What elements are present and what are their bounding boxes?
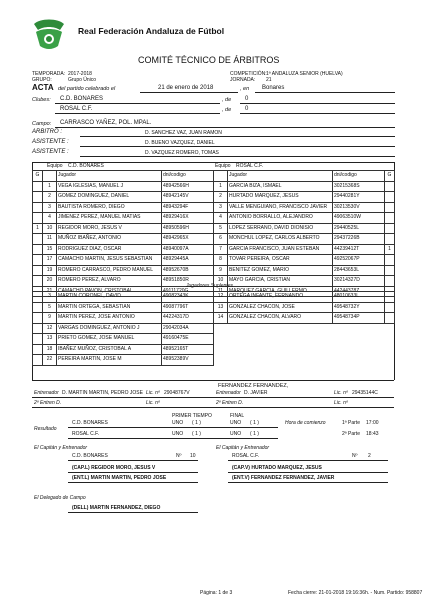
table-row — [214, 292, 395, 303]
shirt-number-cell: 3 — [43, 202, 57, 213]
player-dni-cell: 44239412T — [333, 244, 385, 255]
result-away-team: ROSAL C.F. — [72, 431, 100, 437]
home-ft-word: UNO — [230, 420, 242, 426]
shirt-number-cell: 4 — [214, 213, 228, 224]
home-lic-label: Lic. nº — [146, 390, 160, 396]
player-dni-cell: 30214327D — [333, 276, 385, 287]
player-name-cell: VARGAS DOMINGUEZ, ANTONIO J — [57, 323, 162, 334]
player-dni-cell: 48952165T — [162, 344, 214, 355]
shirt-number-cell: 21 — [43, 286, 57, 297]
table-row — [33, 302, 214, 313]
grupo-label: GRUPO: — [32, 77, 52, 83]
p2-time: 18:43 — [366, 431, 379, 437]
temporada-value: 2017-2018 — [68, 71, 92, 77]
p2-label: 2ª Parte — [342, 431, 360, 437]
player-name-cell: BAUTISTA ROMERO, DIEGO — [57, 202, 162, 213]
player-dni-cell: 49160475E — [162, 334, 214, 345]
goals-cell — [33, 292, 43, 303]
table-row — [214, 265, 395, 276]
shirt-number-cell: 15 — [43, 244, 57, 255]
away-ht-word: UNO — [172, 431, 184, 437]
shirt-number-cell: 10 — [43, 223, 57, 234]
player-name-cell: VALLE MENGUIANO, FRANCISCO JAVIER — [228, 202, 333, 213]
p1-label: 1ª Parte — [342, 420, 360, 426]
shirt-number-cell: 20 — [43, 276, 57, 287]
player-dni-cell: 49087796T — [162, 302, 214, 313]
home-ft-score: 1 — [253, 420, 256, 426]
away-coach-line1: FERNANDEZ FERNANDEZ, — [218, 383, 289, 389]
player-dni-cell: 48010633L — [333, 292, 385, 303]
shirt-number-cell: 4 — [43, 213, 57, 224]
goals-cell — [385, 223, 395, 234]
shirt-number-cell: 3 — [214, 202, 228, 213]
org-name: Real Federación Andaluza de Fútbol — [78, 26, 225, 36]
table-row — [33, 265, 214, 276]
player-dni-cell: 28443653L — [333, 265, 385, 276]
acta-partido-text: del partido celebrado el — [58, 86, 116, 92]
jornada-label: JORNADA: — [230, 77, 256, 83]
table-row — [214, 276, 395, 287]
player-name-cell: ANTONIO BORRALLO, ALEJANDRO — [228, 213, 333, 224]
temporada-label: TEMPORADA: — [32, 71, 66, 77]
g-header: G — [33, 171, 43, 182]
shirt-number-cell: 18 — [43, 344, 57, 355]
player-name-cell: HURTADO MARQUEZ, JESUS — [228, 192, 333, 203]
away-2entren-label: 2º Entren D. — [216, 400, 244, 406]
goals-cell: 1 — [33, 223, 43, 234]
home-entrenador-label: Entrenador — [34, 390, 59, 396]
goals-cell — [33, 192, 43, 203]
goals-cell — [385, 255, 395, 266]
player-dni-cell: 48952389V — [162, 355, 214, 366]
shirt-number-cell: 9 — [214, 265, 228, 276]
away-coach-signature: (ENT.V) FERNANDEZ FERNANDEZ, JAVIER — [232, 475, 335, 481]
player-dni-cell: 30215368S — [333, 181, 385, 192]
player-name-cell: CAMACHO PAVON, CRISTOBAL — [57, 286, 162, 297]
goals-cell — [385, 181, 395, 192]
shirt-number-cell: 13 — [214, 302, 228, 313]
goals-cell — [33, 265, 43, 276]
table-row — [214, 223, 395, 234]
player-name-cell: GOMEZ DOMINGUEZ, DANIEL — [57, 192, 162, 203]
jugador-header: Jugador — [228, 171, 333, 182]
asistente1-value: D. BUENO VAZQUEZ, DANIEL — [145, 140, 215, 146]
goals-cell — [33, 234, 43, 245]
home-captain-label: El Capitán y Entrenador — [34, 445, 88, 451]
shirt-number-cell: 17 — [43, 255, 57, 266]
captain-home-number: 10 — [190, 453, 196, 459]
goals-cell — [33, 213, 43, 224]
player-dni-cell: 48951850R — [162, 276, 214, 287]
player-dni-cell: 44244378Z — [333, 286, 385, 297]
table-row — [33, 223, 214, 234]
captain-away-team: ROSAL C.F. — [232, 453, 260, 459]
competicion-label: COMPETICIÓN: — [230, 71, 267, 77]
player-name-cell: ROMERO CARRASCO, PEDRO MANUEL — [57, 265, 162, 276]
asistente1-label: ASISTENTE : — [32, 139, 69, 145]
table-row — [33, 344, 214, 355]
player-dni-cell: 48950596H — [162, 223, 214, 234]
player-dni-cell: 48943294F — [162, 202, 214, 213]
goals-cell — [33, 334, 43, 345]
table-row — [33, 244, 214, 255]
away-subs-table — [213, 291, 395, 324]
home-equipo-label: Equipo — [47, 163, 63, 169]
grupo-value: Grupo Único — [68, 77, 97, 83]
player-dni-cell: 48940097A — [162, 244, 214, 255]
table-row — [33, 323, 214, 334]
club2-name: ROSAL C.F. — [60, 106, 93, 112]
player-dni-cell: 48942145V — [162, 192, 214, 203]
goals-cell — [33, 276, 43, 287]
table-header-row — [214, 171, 395, 182]
club2-de: , de — [222, 107, 232, 113]
captain-away-n-label: Nº — [352, 453, 358, 459]
table-row — [33, 202, 214, 213]
table-row — [33, 192, 214, 203]
player-dni-cell: 29042034A — [162, 323, 214, 334]
player-name-cell: MARQUEZ GARCIA, GUILLERMO — [228, 286, 333, 297]
acta-label: ACTA — [32, 83, 54, 92]
player-name-cell: IBAÑEZ MUÑOZ, CRISTOBAL A — [57, 344, 162, 355]
shirt-number-cell: 1 — [214, 181, 228, 192]
player-name-cell: GARCIA BIZA, ISMAEL — [228, 181, 333, 192]
player-name-cell: MAYO GARCIA, CRISTIAN — [228, 276, 333, 287]
player-name-cell: LOPEZ SERRANO, DAVID DIONISIO — [228, 223, 333, 234]
home-coach-signature: (ENT.L) MARTIN MARTIN, PEDRO JOSE — [72, 475, 167, 481]
player-dni-cell: 29440525L — [333, 223, 385, 234]
away-equipo-label: Equipo — [215, 163, 231, 169]
player-name-cell: PRIETO GOMEZ, JOSE MANUEL — [57, 334, 162, 345]
dni-header: dni/codigo — [333, 171, 385, 182]
player-dni-cell: 29437226B — [333, 234, 385, 245]
goals-cell — [385, 265, 395, 276]
goals-cell — [385, 213, 395, 224]
primer-tiempo-label: PRIMER TIEMPO — [172, 413, 212, 419]
home-captain-name: (CAP.L) REGIDOR MORO, JESUS V — [72, 465, 156, 471]
table-row — [214, 234, 395, 245]
captain-home-n-label: Nº — [176, 453, 182, 459]
player-dni-cell: 49548732Y — [333, 302, 385, 313]
away-lic-label: Lic. nº — [334, 390, 348, 396]
player-name-cell: PEREIRA MARTIN, JOSE M — [57, 355, 162, 366]
shirt-number-cell: 22 — [43, 355, 57, 366]
player-name-cell: CAMACHO MARTIN, JESUS SEBASTIAN — [57, 255, 162, 266]
asistente2-label: ASISTENTE : — [32, 149, 69, 155]
table-row — [33, 181, 214, 192]
shirt-number-cell: 2 — [43, 192, 57, 203]
player-name-cell: GARCIA FRANCISCO, JUAN ESTEBAN — [228, 244, 333, 255]
hora-label: Hora de comienzo — [285, 420, 326, 426]
away-ft-score: 1 — [253, 431, 256, 437]
player-name-cell: MARTIN CORONEL, DAVID — [57, 292, 162, 303]
player-dni-cell: 44224317D — [162, 313, 214, 324]
home-starters-table — [32, 170, 214, 297]
player-dni-cell: 49252067P — [333, 255, 385, 266]
table-row — [214, 313, 395, 324]
table-row — [33, 213, 214, 224]
home-2entren-label: 2º Entren D. — [34, 400, 62, 406]
home-subs-table — [32, 291, 214, 366]
away-captain-name: (CAP.V) HURTADO MARQUEZ, JESUS — [232, 465, 322, 471]
campo-value: CARRASCO YAÑEZ, POL. MPAL. — [60, 120, 152, 126]
player-dni-cell: 30213530V — [333, 202, 385, 213]
player-name-cell: VEGA IGLESIAS, MANUEL J — [57, 181, 162, 192]
captain-home-team: C.D. BONARES — [72, 453, 108, 459]
shirt-number-cell: 19 — [43, 265, 57, 276]
dni-header: dni/codigo — [162, 171, 214, 182]
table-row — [33, 355, 214, 366]
table-row — [214, 255, 395, 266]
player-name-cell: RODRIGUEZ DIAZ, OSCAR — [57, 244, 162, 255]
club1-score: 0 — [245, 96, 249, 102]
goals-cell — [385, 276, 395, 287]
shirt-number-cell: 5 — [43, 302, 57, 313]
goals-cell — [33, 202, 43, 213]
goals-cell — [385, 313, 395, 324]
jugador-header: Jugador — [57, 171, 162, 182]
shirt-number-cell: 7 — [214, 244, 228, 255]
player-dni-cell: 48929445A — [162, 255, 214, 266]
g-header: G — [385, 171, 395, 182]
player-dni-cell: 48942566H — [162, 181, 214, 192]
away-starters-table — [213, 170, 395, 297]
goals-cell — [33, 355, 43, 366]
table-row — [214, 213, 395, 224]
goals-cell — [33, 255, 43, 266]
away-2lic-label: Lic. nº — [334, 400, 348, 406]
player-dni-cell: 29440281Y — [333, 192, 385, 203]
player-name-cell: ORTEGA INFANTE, FERNANDO — [228, 292, 333, 303]
player-name-cell: MONCHUL LOPEZ, CARLOS ALBERTO — [228, 234, 333, 245]
p1-time: 17:00 — [366, 420, 379, 426]
shirt-number-cell: 14 — [214, 313, 228, 324]
goals-cell — [33, 344, 43, 355]
campo-label: Campo: — [32, 121, 52, 127]
shirt-number-cell: 8 — [214, 255, 228, 266]
away-ft-word: UNO — [230, 431, 242, 437]
away-captain-label: El Capitán y Entrenador — [216, 445, 270, 451]
away-entrenador-label: Entrenador — [216, 390, 241, 396]
player-dni-cell: 48942965X — [162, 234, 214, 245]
player-name-cell: JIMENEZ PEREZ, MANUEL MATIAS — [57, 213, 162, 224]
shirt-number-cell: 11 — [43, 234, 57, 245]
shirt-number-cell: 1 — [43, 181, 57, 192]
shirt-number-cell: 13 — [43, 334, 57, 345]
away-coach-name: D. JAVIER — [244, 390, 268, 396]
result-home-team: C.D. BONARES — [72, 420, 108, 426]
closing-date: Fecha cierre: 21-01-2018 19:16:36h. - Num. Partido: 958807 — [288, 590, 423, 596]
goals-cell — [385, 192, 395, 203]
delegado-label: El Delegado de Campo — [34, 495, 86, 501]
table-row — [214, 181, 395, 192]
shirt-number-cell: 9 — [43, 313, 57, 324]
document-title: COMITÉ TÉCNICO DE ÁRBITROS — [138, 55, 280, 65]
home-ht-score: 1 — [195, 420, 198, 426]
acta-place: Bonares — [262, 85, 285, 91]
home-lic-value: 29048767V — [164, 390, 190, 396]
delegado-name: (DELL) MARTIN FERNANDEZ, DIEGO — [72, 505, 161, 511]
player-name-cell: MARTIN ORTEGA, SEBASTIAN — [57, 302, 162, 313]
table-row — [214, 192, 395, 203]
shirt-number-cell: 12 — [214, 292, 228, 303]
player-name-cell: MARTIN PEREZ, JOSE ANTONIO — [57, 313, 162, 324]
arbitro-value: D. SANCHEZ VAZ, JUAN RAMON — [145, 130, 222, 136]
player-name-cell: BENITEZ GOMEZ, MARIO — [228, 265, 333, 276]
acta-en: , en — [240, 86, 250, 92]
captain-away-number: 2 — [368, 453, 371, 459]
table-row — [214, 244, 395, 255]
goals-cell: 1 — [385, 244, 395, 255]
goals-cell — [33, 244, 43, 255]
final-label: FINAL — [230, 413, 245, 419]
shirt-number-cell: 10 — [214, 276, 228, 287]
jornada-value: 21 — [266, 77, 272, 83]
player-name-cell: TOVAR PEREIRA, OSCAR — [228, 255, 333, 266]
table-row — [214, 202, 395, 213]
home-ht-word: UNO — [172, 420, 184, 426]
player-dni-cell: 49111720G — [162, 286, 214, 297]
goals-cell — [385, 302, 395, 313]
goals-cell — [33, 181, 43, 192]
goals-cell — [33, 313, 43, 324]
goals-cell — [33, 302, 43, 313]
table-row — [33, 255, 214, 266]
arbitro-label: ARBITRO : — [32, 129, 63, 135]
player-name-cell: MUÑOZ IBAÑEZ, ANTONIO — [57, 234, 162, 245]
home-2lic-label: Lic. nº — [146, 400, 160, 406]
away-lic-value: 29435144C — [352, 390, 378, 396]
player-dni-cell: 48952670B — [162, 265, 214, 276]
table-row — [214, 302, 395, 313]
away-ht-score: 1 — [195, 431, 198, 437]
shirt-number-cell: 11 — [214, 286, 228, 297]
table-row — [33, 292, 214, 303]
player-name-cell: GONZALEZ CHACON, ALVARO — [228, 313, 333, 324]
shirt-number-cell: 2 — [214, 192, 228, 203]
acta-date: 21 de enero de 2018 — [158, 85, 214, 91]
clubes-label: Clubes: — [32, 97, 51, 103]
goals-cell — [385, 234, 395, 245]
table-header-row — [33, 171, 214, 182]
goals-cell — [385, 292, 395, 303]
player-name-cell: ROMERO PEREZ, ALVARO — [57, 276, 162, 287]
table-row — [33, 313, 214, 324]
club1-de: , de — [222, 97, 232, 103]
home-team-name: C.D. BONARES — [68, 163, 104, 169]
table-row — [33, 334, 214, 345]
club2-score: 0 — [245, 106, 249, 112]
player-dni-cell: 49548734P — [333, 313, 385, 324]
away-team-name: ROSAL C.F. — [236, 163, 264, 169]
shirt-number-cell: 6 — [214, 234, 228, 245]
competicion-value: 1ª ANDALUZA SENIOR (HUELVA) — [266, 71, 343, 77]
player-name-cell: GONZALEZ CHACON, JOSE — [228, 302, 333, 313]
player-dni-cell: 49082343K — [162, 292, 214, 303]
page-indicator: Página: 1 de 3 — [200, 590, 233, 596]
player-dni-cell: 48929416X — [162, 213, 214, 224]
shirt-number-cell: 3 — [43, 292, 57, 303]
asistente2-value: D. VAZQUEZ ROMERO, TOMAS — [145, 150, 219, 156]
table-row — [33, 234, 214, 245]
home-coach-name: D. MARTIN MARTIN, PEDRO JOSE — [62, 390, 143, 396]
club1-name: C.D. BONARES — [60, 96, 104, 102]
resultado-label: Resultado — [34, 426, 57, 432]
rfaf-logo — [30, 18, 68, 52]
player-dni-cell: 49063510W — [333, 213, 385, 224]
player-name-cell: REGIDOR MORO, JESUS V — [57, 223, 162, 234]
suplentes-label: Jugadores Suplentes — [186, 283, 233, 289]
goals-cell — [33, 323, 43, 334]
shirt-number-cell: 12 — [43, 323, 57, 334]
shirt-number-cell: 5 — [214, 223, 228, 234]
goals-cell — [385, 202, 395, 213]
